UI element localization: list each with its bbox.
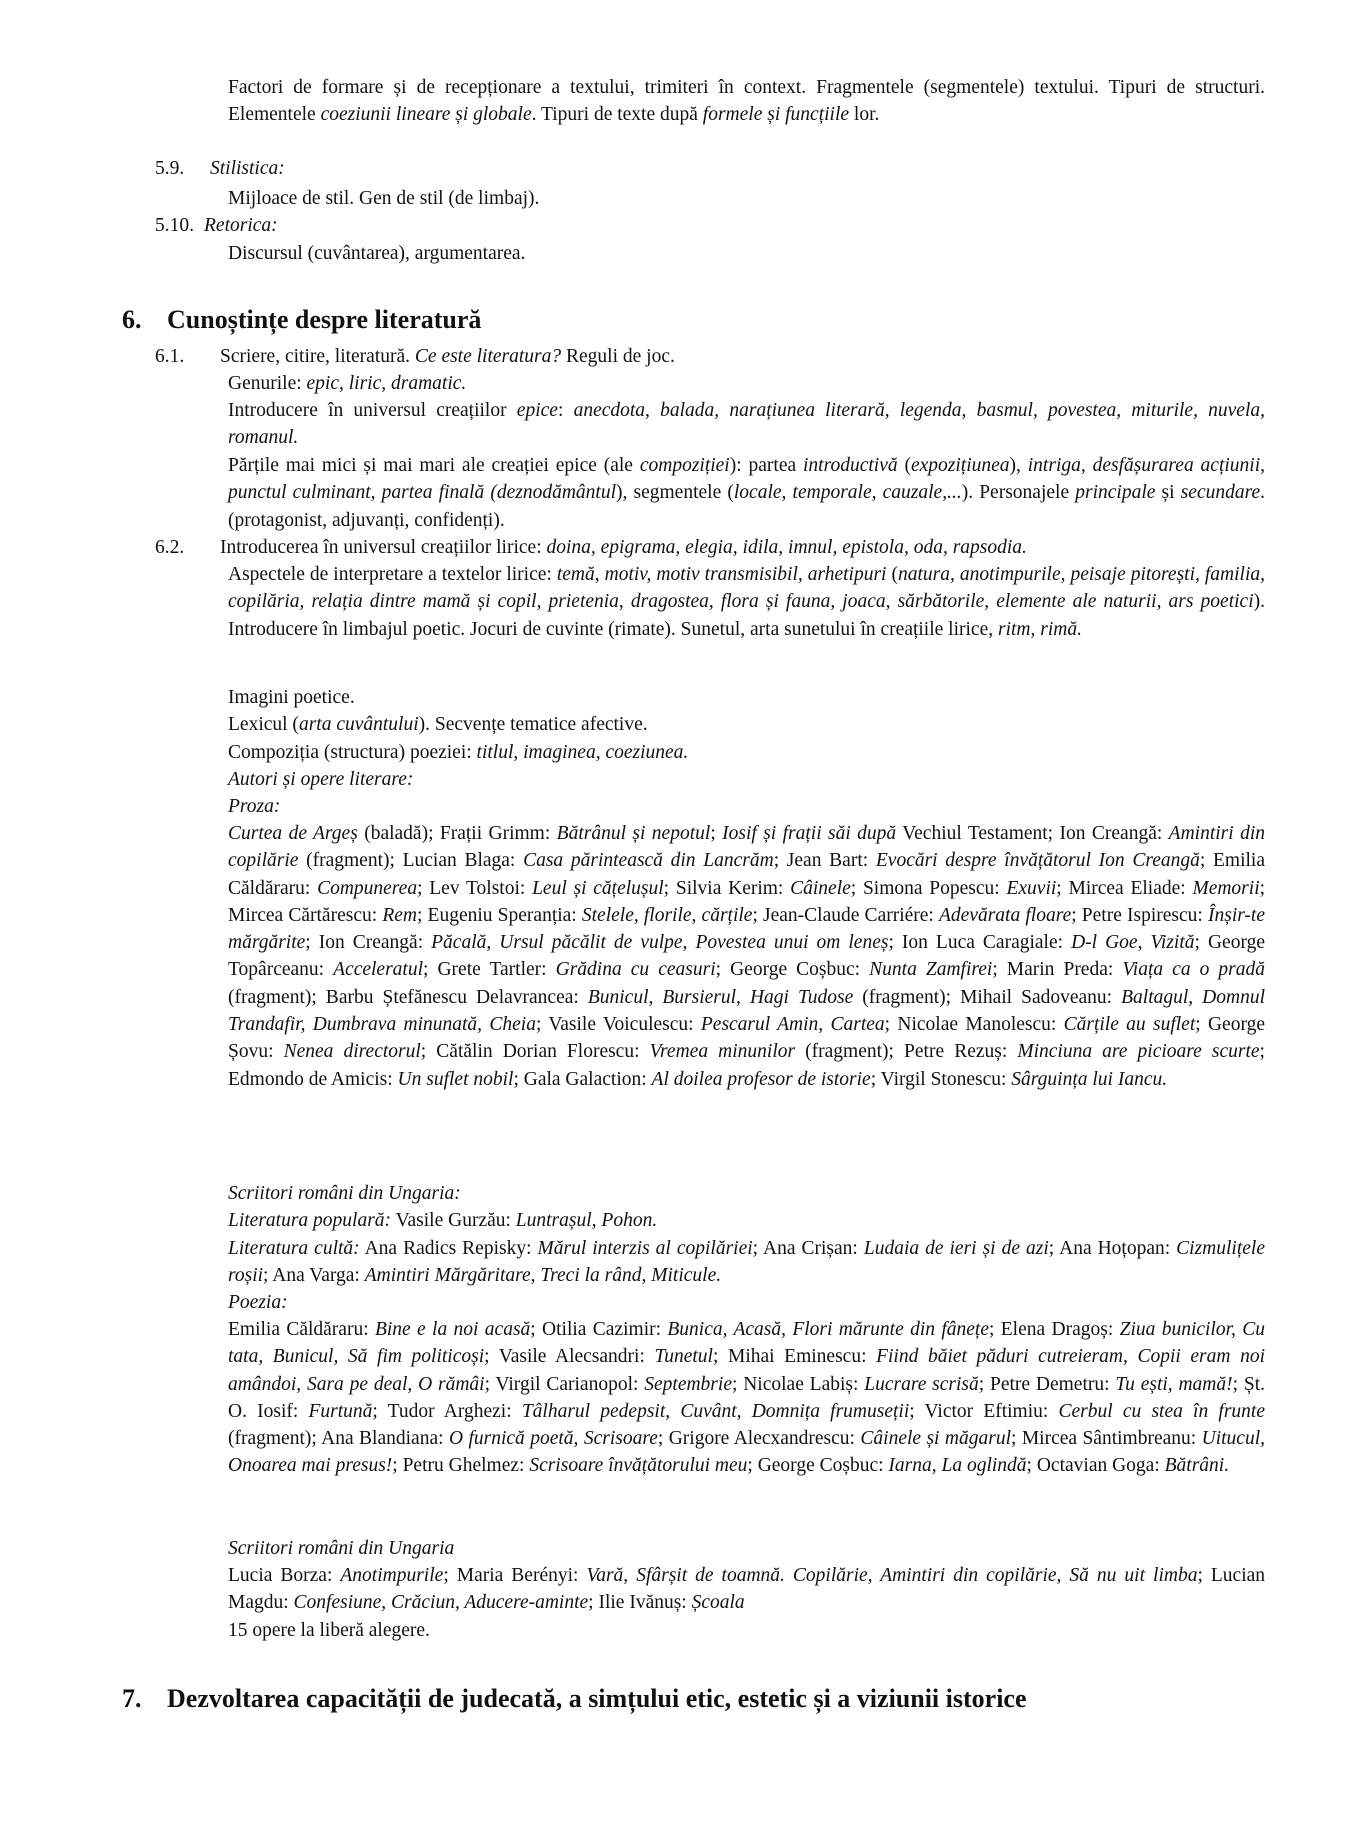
text-run: Reguli de joc.: [561, 346, 675, 367]
section-6-1-line1: [220, 343, 675, 370]
text-run: ; Cătălin Dorian Florescu:: [420, 1041, 650, 1063]
text-run: Uitucul, Onoarea mai presus!: [228, 1428, 1265, 1477]
text-run: Câinele: [790, 877, 851, 899]
text-run: Viața ca o pradă: [1122, 959, 1266, 981]
text-run: ; Ion Luca Caragiale:: [888, 932, 1072, 954]
text-run: (: [897, 455, 911, 476]
section-6-2-aspecte: [228, 561, 1265, 643]
text-run: ;: [710, 823, 723, 844]
text-run: Factori de formare și de recepționare a textului, trimiteri în context. Fragmentele (segmentele) textului. Tipuri de structuri. Elementele: [228, 77, 1265, 126]
text-run: ; Eugeniu Speranția:: [416, 904, 582, 926]
text-run: Poezia:: [228, 1292, 288, 1313]
text-run: Tunetul: [654, 1346, 713, 1368]
text-run: ; Lev Tolstoi:: [417, 877, 533, 899]
text-run: ; Vasile Voiculescu:: [535, 1014, 701, 1036]
text-run: Luntrașul, Pohon.: [515, 1210, 658, 1231]
text-run: Leul și cățelușul: [532, 877, 664, 899]
text-run: Acceleratul: [333, 959, 424, 981]
text-run: Aspectele de interpretare a textelor lirice:: [228, 564, 557, 585]
text-run: ). Secvențe tematice afective.: [418, 714, 648, 735]
text-run: Adevărata floare: [939, 904, 1072, 926]
text-run: Lexicul (: [228, 714, 299, 735]
text-run: Grădina cu ceasuri: [555, 959, 716, 981]
text-run: ; Grigore Alecxandrescu:: [657, 1428, 861, 1450]
section-6-1-genuri: [228, 370, 466, 397]
text-run: principale: [1075, 482, 1156, 504]
text-run: doina, epigrama, elegia, idila, imnul, epistola, oda, rapsodia.: [546, 537, 1027, 558]
text-run: ; Virgil Carianopol:: [484, 1373, 645, 1395]
text-run: ; Ana Crișan:: [752, 1238, 864, 1259]
text-run: ; George Coșbuc:: [747, 1455, 889, 1477]
text-run: formele și funcțiile: [702, 104, 850, 126]
section-6-2-compozitia: [228, 739, 688, 766]
text-run: Cizmulițele roșii: [228, 1238, 1265, 1287]
romanian-writers-hungary-label-2: [228, 1535, 454, 1562]
prose-list: [228, 820, 1265, 1093]
text-run: Compoziția (structura) poeziei:: [228, 742, 477, 763]
section-6-2-number: 6.2.: [155, 537, 185, 558]
text-run: ; Edmondo de Amicis:: [228, 1041, 1265, 1090]
text-run: ; Nicolae Manolescu:: [884, 1014, 1064, 1036]
text-run: Memorii: [1192, 877, 1260, 899]
text-run: ; Mircea Eliade:: [1056, 877, 1193, 899]
text-run: ; Emilia Căldăraru:: [228, 850, 1265, 899]
section-5-9-number: 5.9.: [155, 158, 185, 179]
text-run: Tâlharul pedepsit, Cuvânt, Domnița frumuseții: [521, 1400, 910, 1422]
text-run: Stelele, florile, cărțile: [581, 904, 753, 926]
cultured-literature-line: [228, 1235, 1265, 1290]
text-run: Ziua bunicilor, Cu tata, Bunicul, Să fim politicoși: [228, 1319, 1266, 1368]
text-run: Ce este literatura?: [414, 346, 562, 367]
text-run: Bunica, Acasă, Flori mărunte din fânețe: [667, 1319, 990, 1340]
text-run: Scrisoare învățătorului meu: [529, 1455, 748, 1477]
text-run: Exuvii: [1006, 877, 1057, 899]
text-run: Vasile Gurzău:: [391, 1210, 516, 1231]
text-run: . (protagonist, adjuvanți, confidenți).: [228, 482, 1265, 531]
text-run: ), segmentele (: [616, 482, 734, 504]
text-run: O furnică poetă, Scrisoare: [448, 1428, 658, 1450]
text-run: Minciuna are picioare scurte: [1017, 1041, 1260, 1063]
text-run: ; Jean Bart:: [773, 850, 876, 872]
text-run: ; Ion Creangă:: [305, 932, 432, 954]
text-run: introductivă: [803, 455, 898, 476]
section-6-number: 6.: [122, 305, 142, 334]
text-run: Casa părintească din Lancrăm: [523, 850, 774, 872]
text-run: ; Șt. O. Iosif:: [228, 1373, 1266, 1422]
text-run: ). Personajele: [961, 482, 1076, 504]
text-run: (fragment); Ana Blandiana:: [228, 1428, 449, 1450]
text-run: Iosif și frații săi după: [722, 823, 897, 844]
section-5-9-title: Stilistica:: [210, 158, 285, 179]
text-run: Scriitori români din Ungaria:: [228, 1183, 461, 1204]
text-run: Anotimpurile: [340, 1565, 444, 1586]
text-run: ; Mihai Eminescu:: [712, 1346, 877, 1368]
text-run: (fragment); Mihail Sadoveanu:: [853, 986, 1122, 1008]
section-7-number: 7.: [122, 1684, 142, 1713]
text-run: Imagini poetice.: [228, 687, 355, 708]
text-run: Ludaia de ieri și de azi: [863, 1238, 1049, 1259]
text-run: Literatura cultă:: [228, 1238, 360, 1259]
text-run: ; Simona Popescu:: [850, 877, 1007, 899]
text-run: Autori și opere literare:: [228, 769, 414, 790]
text-run: (fragment); Lucian Blaga:: [298, 850, 524, 872]
text-run: ; Marin Preda:: [992, 959, 1123, 981]
text-run: ; Nicolae Labiș:: [731, 1373, 865, 1395]
text-run: ; Ana Hoțopan:: [1048, 1238, 1177, 1259]
text-run: Rem: [382, 904, 417, 926]
text-run: arta cuvântului: [298, 714, 419, 735]
text-run: compoziției: [639, 455, 730, 476]
text-run: 15 opere la liberă alegere.: [228, 1620, 430, 1641]
text-run: Nenea directorul: [283, 1041, 421, 1063]
text-run: Ana Radics Repisky:: [359, 1238, 538, 1259]
text-run: ; Virgil Stonescu:: [870, 1068, 1012, 1090]
text-run: anecdota, balada, narațiunea literară, legenda, basmul, povestea, miturile, nuvela, romanul.: [228, 400, 1266, 449]
poetry-label: [228, 1289, 288, 1316]
text-run: D-l Goe, Vizită: [1071, 932, 1195, 954]
text-run: ; Lucian Magdu:: [228, 1565, 1266, 1614]
text-run: temă, motiv, motiv transmisibil, arhetipuri: [556, 564, 887, 585]
text-run: ; Octavian Goga:: [1026, 1455, 1165, 1477]
text-run: natura, anotimpurile, peisaje pitorești, familia, copilăria, relația dintre mamă și copil, prietenia, dragostea, flora și fauna, joaca, sărbătorile, elemente ale naturii, ars poetici: [228, 564, 1266, 613]
text-run: ): partea: [729, 455, 803, 476]
text-run: Pescarul Amin, Cartea: [700, 1014, 885, 1036]
text-run: Bine e la noi acasă: [374, 1319, 531, 1340]
text-run: (baladă); Frații Grimm:: [357, 823, 557, 844]
text-run: intriga, desfășurarea acțiunii, punctul culminant, partea finală (deznodământul: [228, 455, 1266, 504]
section-6-1-number: 6.1.: [155, 346, 185, 367]
romanian-writers-hungary-label: [228, 1180, 461, 1207]
poetry-list: [228, 1316, 1265, 1480]
text-run: Amintiri din copilărie: [228, 823, 1265, 872]
text-run: Bătrânul și nepotul: [556, 823, 711, 844]
text-run: ; Petre Ispirescu:: [1071, 904, 1208, 926]
text-run: (fragment); Barbu Ștefănescu Delavrancea:: [228, 986, 588, 1008]
text-run: expozițiunea: [910, 455, 1010, 476]
text-run: Baltagul, Domnul Trandafir, Dumbrava minunată, Cheia: [228, 986, 1266, 1036]
text-run: Un suflet nobil: [397, 1068, 514, 1090]
text-run: Școala: [691, 1592, 745, 1614]
text-run: Mărul interzis al copilăriei: [537, 1238, 753, 1259]
text-run: . Tipuri de texte după: [531, 104, 703, 126]
text-run: Păcală, Ursul păcălit de vulpe, Povestea unui om leneș: [431, 932, 889, 954]
text-run: locale, temporale, cauzale,...: [733, 482, 962, 504]
intro-paragraph: [228, 74, 1265, 129]
text-run: Lucrare scrisă: [864, 1373, 979, 1395]
text-run: ; Vasile Alecsandri:: [484, 1346, 655, 1368]
text-run: ; George Coșbuc:: [715, 959, 870, 981]
text-run: Scriere, citire, literatură.: [220, 346, 415, 367]
text-run: ; Grete Tartler:: [423, 959, 556, 981]
text-run: ritm, rimă.: [997, 618, 1082, 640]
text-run: titlul, imaginea, coeziunea.: [476, 742, 689, 763]
text-run: Cerbul cu stea în frunte: [1058, 1400, 1265, 1422]
section-6-heading: Cunoștințe despre literatură: [167, 305, 482, 334]
text-run: Proza:: [228, 796, 281, 817]
text-run: Introducere în universul creațiilor: [228, 400, 517, 421]
section-6-2-imagini: [228, 684, 355, 711]
text-run: ; Victor Eftimiu:: [909, 1400, 1059, 1422]
text-run: Introducerea în universul creațiilor lirice:: [220, 537, 547, 558]
section-6-2-line1: [220, 534, 1027, 561]
text-run: ; Jean-Claude Carriére:: [752, 904, 939, 926]
text-run: Bătrâni.: [1164, 1455, 1230, 1477]
text-run: ; George Topârceanu:: [228, 932, 1266, 981]
text-run: Literatura populară:: [228, 1210, 392, 1231]
text-run: Câinele și măgarul: [860, 1428, 1011, 1450]
section-5-10-title: Retorica:: [204, 215, 278, 236]
section-5-10-number: 5.10.: [155, 215, 194, 236]
text-run: ; Elena Dragoș:: [989, 1319, 1120, 1340]
text-run: ; Mircea Cărtărescu:: [228, 877, 1266, 926]
text-run: epic, liric, dramatic.: [306, 373, 467, 394]
free-choice-line: [228, 1617, 430, 1644]
text-run: Furtună: [308, 1400, 373, 1422]
text-run: :: [557, 400, 574, 421]
text-run: lor.: [849, 104, 880, 126]
text-run: coeziunii lineare și globale: [320, 104, 532, 126]
text-run: ). Introducere în limbajul poetic. Jocuri de cuvinte (rimate). Sunetul, arta sunetului în creațiile lirice,: [228, 591, 1265, 640]
text-run: Evocări despre învățătorul Ion Creangă: [875, 850, 1200, 872]
section-7-heading: Dezvoltarea capacității de judecată, a simțului etic, estetic și a viziunii istorice: [167, 1684, 1027, 1713]
text-run: (: [886, 564, 898, 585]
text-run: Înșir-te mărgărite: [228, 904, 1265, 954]
text-run: ; Silvia Kerim:: [663, 877, 791, 899]
text-run: ; Otilia Cazimir:: [530, 1319, 668, 1340]
text-run: Cărțile au suflet: [1063, 1014, 1196, 1036]
text-run: Al doilea profesor de istorie: [651, 1068, 871, 1090]
text-run: (fragment); Petre Rezuș:: [795, 1041, 1018, 1063]
text-run: ; Tudor Arghezi:: [372, 1400, 522, 1422]
section-5-9-body: Mijloace de stil. Gen de stil (de limbaj).: [228, 188, 540, 209]
text-run: Scriitori români din Ungaria: [228, 1538, 455, 1559]
text-run: ; Gala Galaction:: [513, 1068, 652, 1090]
text-run: ),: [1009, 455, 1028, 476]
text-run: Bunicul, Bursierul, Hagi Tudose: [587, 986, 854, 1008]
text-run: Vremea minunilor: [649, 1041, 796, 1063]
authors-works-label: [228, 766, 413, 793]
text-run: Amintiri Mărgăritare, Treci la rând, Miticule.: [364, 1265, 722, 1287]
text-run: ; Petre Demetru:: [978, 1373, 1116, 1395]
text-run: Lucia Borza:: [228, 1565, 341, 1586]
text-run: epice: [516, 400, 558, 421]
text-run: Nunta Zamfirei: [869, 959, 993, 981]
section-6-1-partile: [228, 452, 1265, 534]
text-run: Genurile:: [228, 373, 307, 394]
text-run: ; Petru Ghelmez:: [392, 1455, 530, 1477]
text-run: Emilia Căldăraru:: [228, 1319, 375, 1340]
text-run: Vară, Sfârșit de toamnă. Copilărie, Amintiri din copilărie, Să nu uit limba: [586, 1565, 1198, 1586]
section-5-10-body: Discursul (cuvântarea), argumentarea.: [228, 243, 526, 264]
text-run: secundare: [1180, 482, 1261, 504]
prose-label: [228, 793, 280, 820]
text-run: ; Ana Varga:: [263, 1265, 365, 1287]
text-run: Septembrie: [644, 1373, 732, 1395]
text-run: Părțile mai mici și mai mari ale creației epice (ale: [228, 455, 640, 476]
text-run: Sârguința lui Iancu.: [1011, 1068, 1168, 1090]
text-run: și: [1155, 482, 1181, 504]
text-run: ; Ilie Ivănuș:: [588, 1592, 692, 1614]
text-run: ; Mircea Sântimbreanu:: [1010, 1428, 1202, 1450]
text-run: Fiind băiet păduri cutreieram, Copii eram noi amândoi, Sara pe deal, O rămâi: [228, 1346, 1265, 1395]
text-run: ; Maria Berényi:: [443, 1565, 587, 1586]
text-run: ; George Șovu:: [228, 1014, 1266, 1063]
hungary-poetry-list: [228, 1562, 1265, 1617]
text-run: Iarna, La oglindă: [888, 1455, 1027, 1477]
text-run: Confesiune, Crăciun, Aducere-aminte: [293, 1592, 589, 1614]
text-run: Compunerea: [317, 877, 418, 899]
text-run: Vechiul Testament; Ion Creangă:: [896, 823, 1169, 844]
text-run: Tu ești, mamă!: [1115, 1373, 1233, 1395]
text-run: Curtea de Argeș: [228, 823, 358, 844]
section-6-2-lexicul: [228, 711, 648, 738]
folk-literature-line: [228, 1207, 657, 1234]
section-6-1-introducere: [228, 397, 1265, 452]
